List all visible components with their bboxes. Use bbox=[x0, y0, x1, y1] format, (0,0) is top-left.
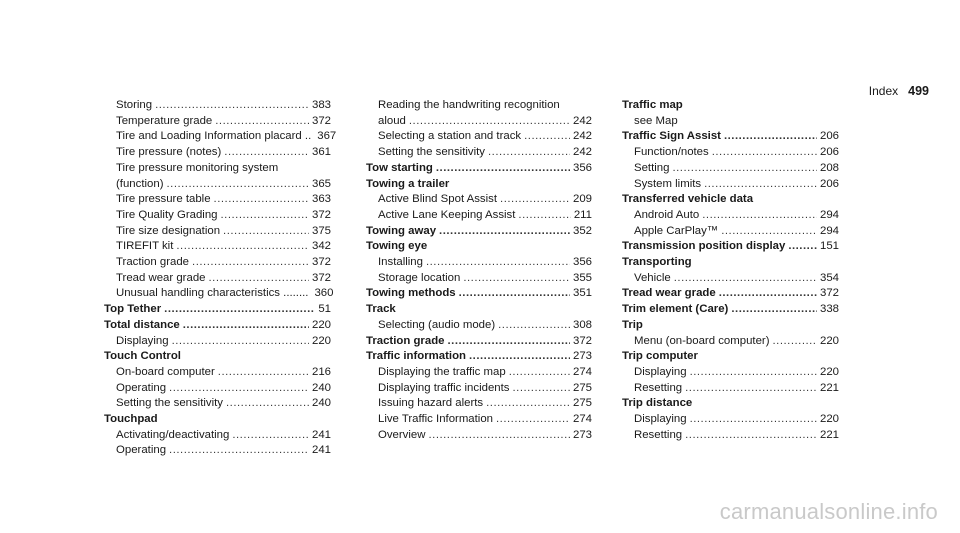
index-heading-entry: Tow starting ..... 356 bbox=[366, 161, 592, 177]
index-entry: Temperature grade ..... 372 bbox=[104, 114, 331, 130]
index-heading-entry: Transmission position display ..... 151 bbox=[622, 239, 839, 255]
index-heading-entry: Total distance ..... 220 bbox=[104, 318, 331, 334]
index-entry: System limits ..... 206 bbox=[622, 177, 839, 193]
index-entry: Displaying ..... 220 bbox=[622, 365, 839, 381]
index-heading: Trip computer bbox=[622, 350, 698, 363]
index-entry: Displaying ..... 220 bbox=[104, 334, 331, 350]
index-heading-entry: Traction grade ..... 372 bbox=[366, 334, 592, 350]
index-entry: TIREFIT kit ..... 342 bbox=[104, 239, 331, 255]
index-heading: Trip distance bbox=[622, 397, 693, 410]
page-header bbox=[869, 84, 929, 98]
header-label: Index bbox=[868, 84, 899, 98]
index-entry: Active Blind Spot Assist ..... 209 bbox=[366, 192, 592, 208]
index-entry: Resetting ..... 221 bbox=[622, 381, 839, 397]
index-entry: Tire and Loading Information placard .. 367 bbox=[116, 130, 337, 143]
index-entry: Tire pressure table ..... 363 bbox=[104, 192, 331, 208]
index-entry: Operating ..... 240 bbox=[104, 381, 331, 397]
index-entry: On-board computer ..... 216 bbox=[104, 365, 331, 381]
index-entry: Tire size designation ..... 375 bbox=[104, 224, 331, 240]
index-heading: Traffic map bbox=[622, 99, 683, 111]
index-heading-entry: Traffic Sign Assist ..... 206 bbox=[622, 129, 839, 145]
index-entry: Selecting a station and track ..... 242 bbox=[366, 129, 592, 145]
index-heading-entry: Trim element (Care) ..... 338 bbox=[622, 302, 839, 318]
index-entry: Installing ..... 356 bbox=[366, 255, 592, 271]
index-entry: aloud ..... 242 bbox=[366, 114, 592, 130]
index-entry: Displaying traffic incidents ..... 275 bbox=[366, 381, 592, 397]
index-entry: Storage location ..... 355 bbox=[366, 271, 592, 287]
index-entry: Unusual handling characteristics ........ 360 bbox=[116, 287, 334, 300]
index-entry-text: see Map bbox=[634, 114, 678, 127]
index-heading: Towing a trailer bbox=[366, 177, 450, 190]
page-number: 499 bbox=[908, 84, 929, 98]
index-column-3 bbox=[622, 98, 839, 443]
index-heading: Towing eye bbox=[366, 240, 428, 253]
index-entry: (function) ..... 365 bbox=[104, 177, 331, 193]
index-entry: Traction grade ..... 372 bbox=[104, 255, 331, 271]
index-entry: Vehicle ..... 354 bbox=[622, 271, 839, 287]
index-heading-entry: Top Tether ..... 51 bbox=[104, 302, 331, 318]
index-column-2 bbox=[366, 98, 592, 443]
index-column-1 bbox=[104, 98, 337, 459]
index-entry: Displaying ..... 220 bbox=[622, 412, 839, 428]
index-heading-entry: Towing away ..... 352 bbox=[366, 224, 592, 240]
index-entry: Function/notes ..... 206 bbox=[622, 145, 839, 161]
index-entry: Activating/deactivating ..... 241 bbox=[104, 428, 331, 444]
index-entry-text: Tire pressure monitoring system bbox=[116, 161, 279, 174]
watermark: carmanualsonline.info bbox=[719, 499, 938, 524]
index-heading-entry: Towing methods ..... 351 bbox=[366, 286, 592, 302]
index-heading: Touchpad bbox=[104, 413, 158, 426]
index-heading: Transferred vehicle data bbox=[622, 193, 754, 206]
index-entry: Setting the sensitivity ..... 240 bbox=[104, 396, 331, 412]
index-heading: Touch Control bbox=[104, 350, 181, 363]
index-entry: Operating ..... 241 bbox=[104, 443, 331, 459]
index-entry: Android Auto ..... 294 bbox=[622, 208, 839, 224]
index-heading-entry: Tread wear grade ..... 372 bbox=[622, 286, 839, 302]
index-entry: Apple CarPlay™ ..... 294 bbox=[622, 224, 839, 240]
index-entry: Storing ..... 383 bbox=[104, 98, 331, 114]
index-heading: Transporting bbox=[622, 256, 692, 269]
index-entry: Selecting (audio mode) ..... 308 bbox=[366, 318, 592, 334]
index-entry: Issuing hazard alerts ..... 275 bbox=[366, 396, 592, 412]
index-entry: Menu (on-board computer) ..... 220 bbox=[622, 334, 839, 350]
index-entry: Tire Quality Grading ..... 372 bbox=[104, 208, 331, 224]
index-heading: Track bbox=[366, 303, 396, 316]
index-entry: Live Traffic Information ..... 274 bbox=[366, 412, 592, 428]
index-heading: Trip bbox=[622, 318, 643, 331]
index-entry: Tire pressure (notes) ..... 361 bbox=[104, 145, 331, 161]
index-entry: Setting ..... 208 bbox=[622, 161, 839, 177]
index-entry: Overview ..... 273 bbox=[366, 428, 592, 444]
index-entry: Active Lane Keeping Assist ..... 211 bbox=[366, 208, 592, 224]
index-entry: Setting the sensitivity ..... 242 bbox=[366, 145, 592, 161]
index-entry: Resetting ..... 221 bbox=[622, 428, 839, 444]
index-entry: Tread wear grade ..... 372 bbox=[104, 271, 331, 287]
index-entry: Displaying the traffic map ..... 274 bbox=[366, 365, 592, 381]
index-heading-entry: Traffic information ..... 273 bbox=[366, 349, 592, 365]
index-entry-text: Reading the handwriting recognition bbox=[378, 99, 560, 111]
